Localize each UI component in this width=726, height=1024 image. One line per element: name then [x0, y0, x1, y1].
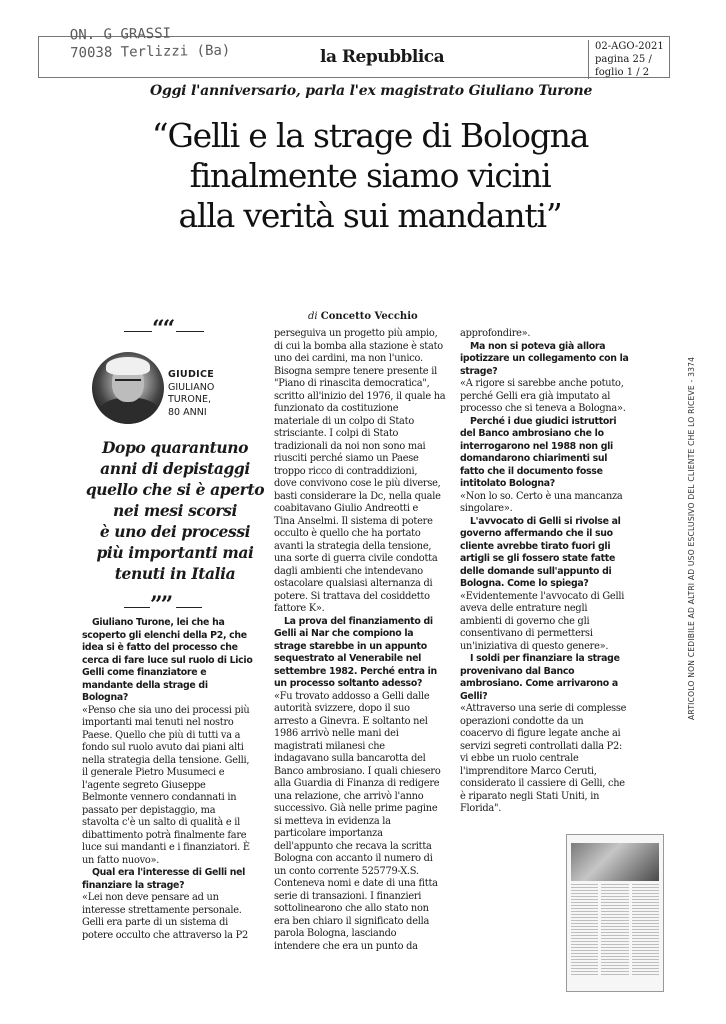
answer-line: dagli ambienti che intendevano: [274, 565, 423, 577]
page-number: pagina 25 /: [595, 54, 652, 65]
pull-quote-line: Dopo quarantuno: [101, 438, 249, 457]
answer-line: è riparato negli Stati Uniti, in: [460, 790, 600, 802]
sheet-number: foglio 1 / 2: [595, 67, 650, 78]
answer-line: processo che si teneva a Bologna».: [460, 403, 626, 414]
answer-line: funzionato da costituzione: [274, 403, 399, 414]
question-line: idea si è fatto del processo che: [82, 642, 238, 653]
answer-line: dell'appunto che recava la scritta: [274, 840, 432, 852]
close-quote-icon: ””: [150, 592, 172, 618]
answer-line: dove convivono cose le più diverse,: [274, 478, 441, 489]
answer-line: 1986 arrivò nelle mani dei: [274, 728, 399, 739]
question-line: La prova del finanziamento di: [284, 615, 433, 627]
pull-quote-line: quello che si è aperto: [85, 480, 265, 499]
answer-line: Gelli era parte di un sistema di: [82, 917, 229, 928]
question-line: ambrosiano. Come arrivarono a: [460, 678, 618, 689]
answer-line: «Non lo so. Certo è una mancanza: [460, 490, 623, 502]
divider: [124, 331, 152, 332]
answer-line: «Attraverso una serie di complesse: [460, 703, 627, 714]
article-column-1: [82, 617, 274, 942]
byline-author: Concetto Vecchio: [320, 311, 418, 322]
question-line: Qual era l'interesse di Gelli nel: [92, 867, 246, 878]
answer-line: fondo sul ruolo avuto dai piani alti: [82, 742, 244, 753]
question-line: del Banco ambrosiano che lo: [460, 428, 604, 439]
question-line: provenivano dal Banco: [460, 665, 575, 677]
answer-line: basti considerare la Dc, nella quale: [274, 490, 441, 502]
answer-line: magistrati milanesi che: [274, 740, 385, 752]
question-line: artigli se gli fossero state fatte: [460, 553, 616, 564]
pull-quote-line: anni di depistaggi: [100, 459, 250, 478]
caption-label: GIUDICE: [168, 369, 215, 380]
question-line: domandarono chiarimenti sul: [460, 453, 608, 464]
byline: [308, 311, 418, 322]
question-line: Gelli come finanziatore e: [82, 667, 207, 678]
question-line: sequestrato al Venerabile nel: [274, 653, 422, 664]
answer-line: Tina Anselmi. Il sistema di potere: [274, 515, 433, 527]
answer-line: approfondire».: [460, 328, 531, 339]
answer-line: perseguiva un progetto più ampio,: [274, 328, 438, 339]
answer-line: stavolta c'è un salto di qualità e il: [82, 817, 241, 828]
question-line: intitolato Bologna?: [460, 478, 555, 489]
answer-line: luce sui mandanti e i finanziatori. È: [82, 842, 250, 853]
answer-line: di cui la bomba alla stazione è stato: [274, 340, 443, 352]
answer-line: potere occulto che attraverso la P2: [82, 929, 248, 941]
answer-line: potere. Si trattava del cosiddetto: [274, 590, 430, 602]
answer-line: serie di transazioni. I finanzieri: [274, 890, 422, 902]
question-line: delle domande sull'appunto di: [460, 565, 612, 577]
answer-line: Conteneva nomi e date di una fitta: [274, 878, 438, 889]
caption-age: 80 ANNI: [168, 406, 207, 418]
answer-line: indagavano sulla bancarotta del: [274, 753, 426, 764]
answer-line: si metteva in evidenza la: [274, 815, 391, 827]
answer-line: era ben chiaro il significato della: [274, 915, 430, 927]
question-line: Bologna?: [82, 692, 128, 703]
answer-line: vi ebbe un ruolo centrale: [460, 753, 579, 764]
question-line: un processo soltanto adesso?: [274, 678, 423, 689]
question-line: Ma non si poteva già allora: [470, 340, 606, 352]
article-column-3: [460, 328, 652, 816]
answer-line: occulto è quello che ha portato: [274, 528, 421, 539]
answer-line: considerato il cassiere di Gelli, che: [460, 778, 625, 789]
pull-quote: [80, 437, 270, 584]
answer-line: una sorte di guerra civile condotta: [274, 553, 438, 564]
kicker: Oggi l'anniversario, parla l'ex magistrato Giuliano Turone: [150, 83, 593, 99]
answer-line: aveva delle entrature negli: [460, 603, 588, 614]
answer-line: il generale Pietro Musumeci e: [82, 767, 225, 778]
question-line: strage?: [460, 365, 498, 377]
answer-line: «Penso che sia uno dei processi più: [82, 704, 250, 716]
caption-name: TURONE,: [168, 394, 211, 405]
headline-line: finalmente siamo vicini: [189, 156, 551, 195]
copyright-notice: [675, 300, 696, 720]
answer-line: consentivano di permettersi: [460, 628, 593, 639]
divider: [176, 331, 204, 332]
question-line: I soldi per finanziare la strage: [470, 653, 620, 664]
question-line: Gelli?: [460, 690, 488, 702]
answer-line: intendere che era un punto da: [274, 940, 418, 952]
article-column-2: [274, 328, 458, 953]
question-line: Giuliano Turone, lei che ha: [92, 617, 225, 628]
answer-line: fattore K».: [274, 603, 325, 614]
answer-line: uno dei cardini, ma non l'unico.: [274, 353, 423, 364]
question-line: L'avvocato di Gelli si rivolse al: [470, 515, 621, 527]
masthead: la Repubblica: [320, 47, 445, 67]
answer-line: scritto all'inizio del 1976, il quale ha: [274, 390, 446, 402]
answer-line: un conto corrente 525779-X.S.: [274, 865, 419, 877]
answer-line: importanti mai tenuti nel nostro: [82, 717, 234, 728]
answer-line: «A rigore si sarebbe anche potuto,: [460, 378, 624, 389]
answer-line: avanti la strategia della tensione,: [274, 540, 432, 552]
answer-line: perché Gelli era già imputato al: [460, 390, 611, 402]
answer-line: un fatto nuovo».: [82, 854, 160, 866]
answer-line: autorità svizzere, dopo il suo: [274, 703, 410, 714]
question-line: interrogarono nel 1988 non gli: [460, 440, 613, 452]
stamp-line-1: ON. G: [69, 26, 113, 44]
copyright-text: ARTICOLO NON CEDIBILE AD ALTRI AD USO ESCLUSIVO DEL CLIENTE CHE LO RICEVE - 3374: [687, 356, 696, 720]
answer-line: coabitavano Giulio Andreotti e: [274, 503, 419, 514]
date: 02-AGO-2021: [595, 41, 664, 52]
answer-line: ambienti di governo che gli: [460, 615, 590, 627]
answer-line: Florida".: [460, 803, 502, 814]
answer-line: tradizionali da noi non sono mai: [274, 440, 426, 452]
answer-line: «Lei non deve pensare ad un: [82, 892, 219, 903]
answer-line: troppo ricco di contraddizioni,: [274, 465, 418, 477]
headline-line: alla verità sui mandanti”: [178, 196, 562, 235]
answer-line: una relazione, che arrivò l'anno: [274, 790, 424, 802]
pull-quote-line: tenuti in Italia: [114, 564, 236, 583]
question-line: Perché i due giudici istruttori: [470, 415, 617, 427]
answer-line: l'imprenditore Marco Ceruti,: [460, 765, 597, 777]
answer-line: «Fu trovato addosso a Gelli dalle: [274, 690, 430, 702]
answer-line: operazioni condotte da un: [460, 715, 584, 727]
answer-line: strisciante. I colpi di Stato: [274, 428, 399, 439]
question-line: finanziare la strage?: [82, 879, 185, 891]
answer-line: ostacolare qualsiasi alternanza di: [274, 578, 433, 589]
question-line: Bologna. Come lo spiega?: [460, 578, 589, 589]
subscriber-stamp: [70, 24, 231, 63]
question-line: fatto che il documento fosse: [460, 465, 603, 477]
headline-line: “Gelli e la strage di Bologna: [151, 116, 589, 155]
headline: [100, 116, 640, 236]
caption-name: GIULIANO: [168, 381, 215, 393]
question-line: cliente avrebbe tirato fuori gli: [460, 540, 611, 552]
answer-line: «Evidentemente l'avvocato di Gelli: [460, 590, 625, 602]
answer-line: un'iniziativa di questo genere».: [460, 640, 609, 652]
question-line: settembre 1982. Perché entra in: [274, 665, 437, 677]
pull-quote-line: è uno dei processi: [99, 522, 251, 541]
answer-line: dibattimento potrà finalmente fare: [82, 829, 247, 841]
answer-line: Paese. Quello che più di tutti va a: [82, 729, 241, 741]
answer-line: parola Bologna, lasciando: [274, 928, 397, 939]
answer-line: interesse strettamente personale.: [82, 904, 242, 916]
byline-prefix: di: [308, 311, 318, 322]
answer-line: Bisogna sempre tenere presente il: [274, 365, 437, 377]
open-quote-icon: ““: [152, 316, 174, 342]
stamp-line-1b: GRASSI: [120, 25, 172, 43]
divider: [176, 607, 202, 608]
question-line: scoperto gli elenchi della P2, che: [82, 629, 247, 641]
pull-quote-line: più importanti mai: [96, 543, 254, 562]
answer-line: alla Guardia di Finanza di redigere: [274, 778, 440, 789]
answer-line: l'agente segreto Giuseppe: [82, 779, 206, 791]
answer-line: riusciti perché siamo un Paese: [274, 453, 419, 464]
question-line: ipotizzare un collegamento con la: [460, 353, 629, 364]
answer-line: materiale di un colpo di Stato: [274, 415, 414, 427]
answer-line: sottolinearono che allo stato non: [274, 903, 429, 914]
portrait-photo: [92, 352, 164, 424]
answer-line: particolare importanza: [274, 828, 383, 839]
question-line: governo affermando che il suo: [460, 528, 613, 539]
answer-line: Bologna con accanto il numero di: [274, 853, 433, 864]
answer-line: singolare».: [460, 503, 513, 514]
pull-quote-line: nei mesi scorsi: [113, 501, 237, 520]
answer-line: Banco ambrosiano. I quali chiesero: [274, 765, 441, 777]
stamp-line-2: 70038 Terlizzi (Ba): [70, 42, 231, 62]
question-line: Gelli ai Nar che compiono la: [274, 628, 414, 639]
question-line: strage starebbe in un appunto: [274, 640, 427, 652]
photo-caption: [168, 369, 214, 419]
answer-line: "Piano di rinascita democratica",: [274, 378, 430, 389]
page-thumbnail: [566, 834, 664, 992]
answer-line: Belmonte vennero condannati in: [82, 792, 237, 803]
answer-line: arresto a Ginevra. E soltanto nel: [274, 715, 428, 727]
answer-line: coacervo di figure legate anche ai: [460, 728, 621, 739]
divider: [124, 607, 150, 608]
answer-line: passato per depistaggio, ma: [82, 804, 216, 816]
question-line: mandante della strage di: [82, 679, 208, 691]
date-block: [588, 40, 664, 79]
answer-line: successivo. Già nelle prime pagine: [274, 803, 438, 814]
answer-line: nella strategia della tensione. Gelli,: [82, 754, 250, 766]
answer-line: servizi segreti controllati dalla P2:: [460, 740, 623, 752]
question-line: cerca di fare luce sul ruolo di Licio: [82, 654, 253, 666]
